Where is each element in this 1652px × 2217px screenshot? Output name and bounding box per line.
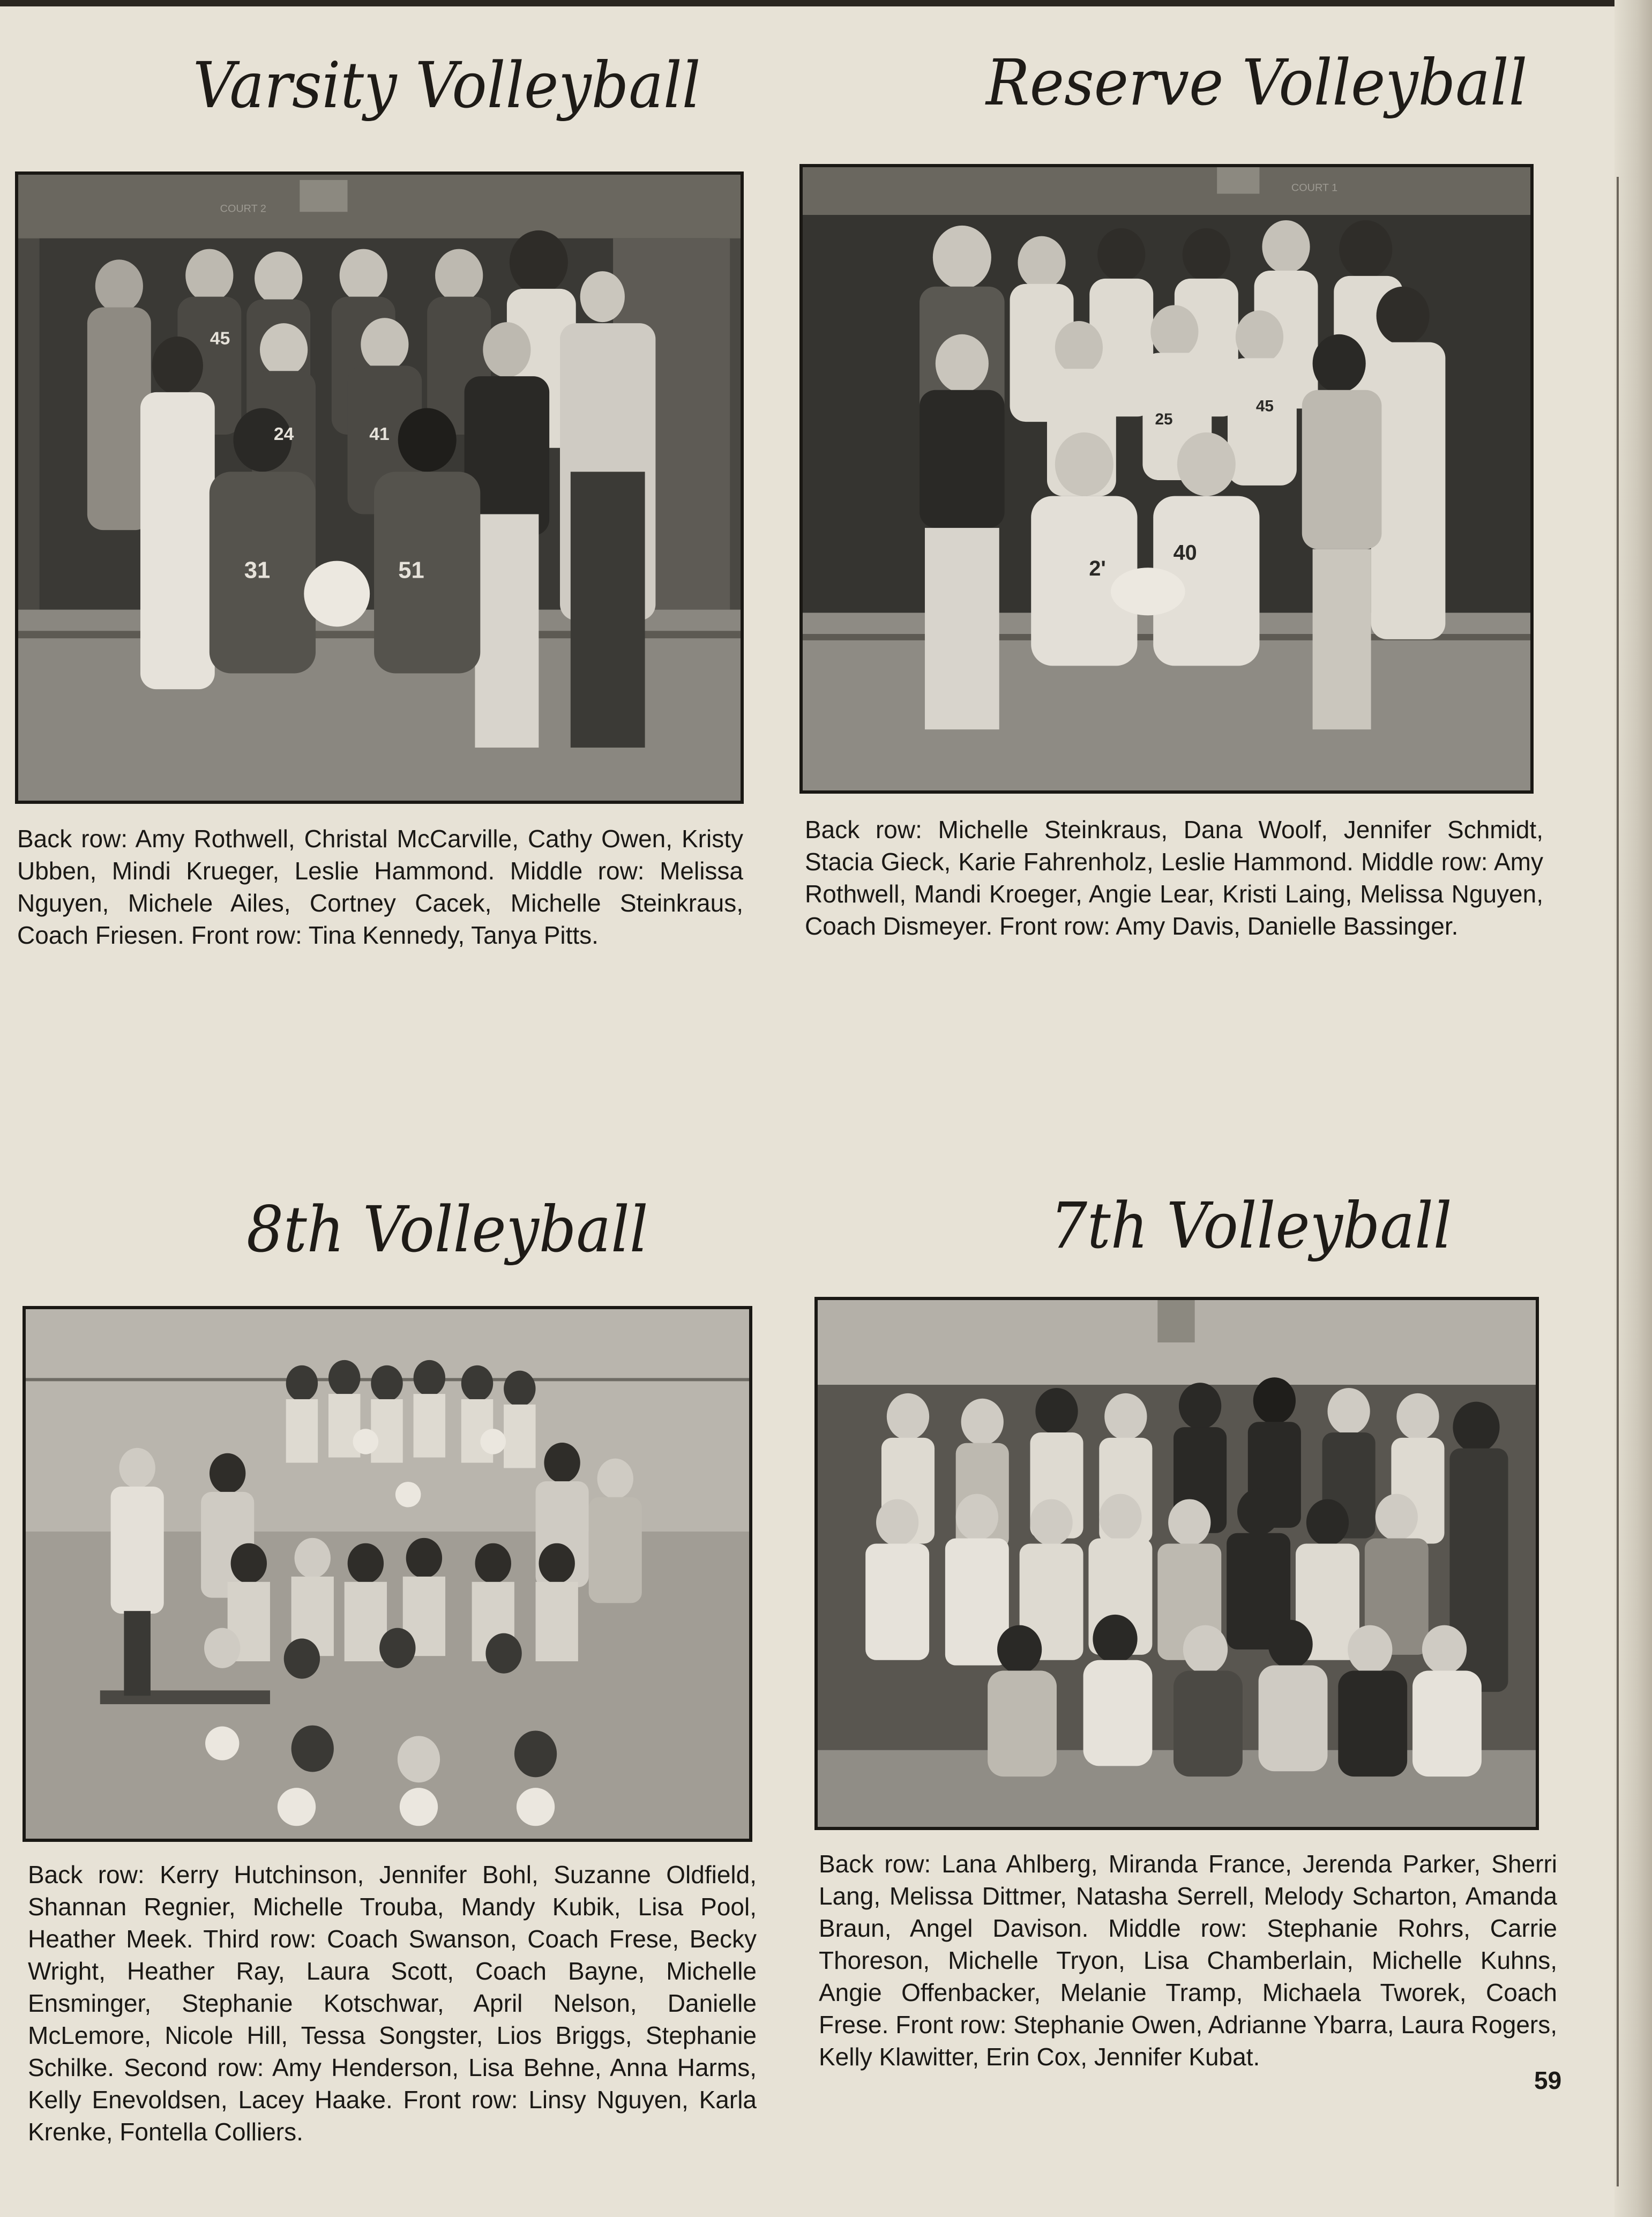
7th-team-photo bbox=[814, 1297, 1539, 1830]
varsity-team-photo bbox=[15, 171, 744, 804]
svg-text:45: 45 bbox=[1255, 397, 1274, 415]
reserve-caption: Back row: Michelle Steinkraus, Dana Woolf, Jennifer Schmidt, Stacia Gieck, Karie Fahrenholz, Leslie Hammond. Middle row: Amy Rothwell, Mandi Kroeger, Angie Lear, Kristi Laing, Melissa Nguyen, Coach Dismeyer. Front row: Amy Davis, Danielle Bassinger. bbox=[805, 816, 1543, 940]
svg-text:40: 40 bbox=[1173, 541, 1197, 565]
varsity-caption: Back row: Amy Rothwell, Christal McCarville, Cathy Owen, Kristy Ubben, Mindi Krueger, Leslie Hammond. Middle row: Melissa Nguyen, Michele Ailes, Cortney Cacek, Michelle Steinkraus, Coach Friesen. Front row: Tina Kennedy, Tanya Pitts. bbox=[17, 825, 743, 949]
page-number: 59 bbox=[1534, 2066, 1562, 2094]
8th-team-photo bbox=[23, 1306, 752, 1842]
svg-text:COURT 2: COURT 2 bbox=[220, 203, 266, 215]
svg-text:25: 25 bbox=[1155, 410, 1173, 429]
7th-volleyball-heading: 7th Volleyball bbox=[1050, 1189, 1452, 1263]
svg-text:24: 24 bbox=[273, 424, 294, 444]
svg-text:COURT 1: COURT 1 bbox=[1291, 182, 1338, 194]
reserve-team-photo bbox=[799, 164, 1534, 794]
scan-border bbox=[0, 0, 1652, 6]
8th-volleyball-heading: 8th Volleyball bbox=[246, 1192, 648, 1266]
page-binding-edge bbox=[1614, 0, 1652, 2217]
reserve-heading: Reserve Volleyball bbox=[986, 46, 1528, 120]
varsity-heading: Varsity Volleyball bbox=[193, 48, 701, 122]
svg-text:45: 45 bbox=[210, 329, 230, 349]
svg-text:31: 31 bbox=[244, 557, 271, 584]
8th-volleyball-caption: Back row: Kerry Hutchinson, Jennifer Bohl, Suzanne Oldfield, Shannan Regnier, Michelle Trouba, Mandy Kubik, Lisa Pool, Heather Meek. Third row: Coach Swanson, Coach Frese, Becky Wright, Heather Ray, Laura Scott, Coach Bayne, Michelle Ensminger, Stephanie Kotschwar, April Nelson, Danielle McLemore, Nicole Hill, Tessa Songster, Lios Briggs, Stephanie Schilke. Second row: Amy Henderson, Lisa Behne, Anna Harms, Kelly Enevoldsen, Lacey Haake. Front row: Linsy Nguyen, Karla Krenke, Fontella Colliers. bbox=[28, 1861, 757, 2146]
7th-volleyball-caption: Back row: Lana Ahlberg, Miranda France, Jerenda Parker, Sherri Lang, Melissa Dittmer, Natasha Serrell, Melody Scharton, Amanda Braun, Angel Davison. Middle row: Stephanie Rohrs, Carrie Thoreson, Michelle Tryon, Lisa Chamberlain, Michelle Kuhns, Angie Offenbacker, Melanie Tramp, Michaela Tworek, Coach Frese. Front row: Stephanie Owen, Adrianne Ybarra, Laura Rogers, Kelly Klawitter, Erin Cox, Jennifer Kubat. bbox=[819, 1850, 1557, 2071]
page-edge-line bbox=[1617, 177, 1619, 2186]
svg-text:41: 41 bbox=[369, 424, 390, 444]
svg-text:51: 51 bbox=[398, 557, 424, 584]
svg-text:2': 2' bbox=[1089, 557, 1106, 581]
